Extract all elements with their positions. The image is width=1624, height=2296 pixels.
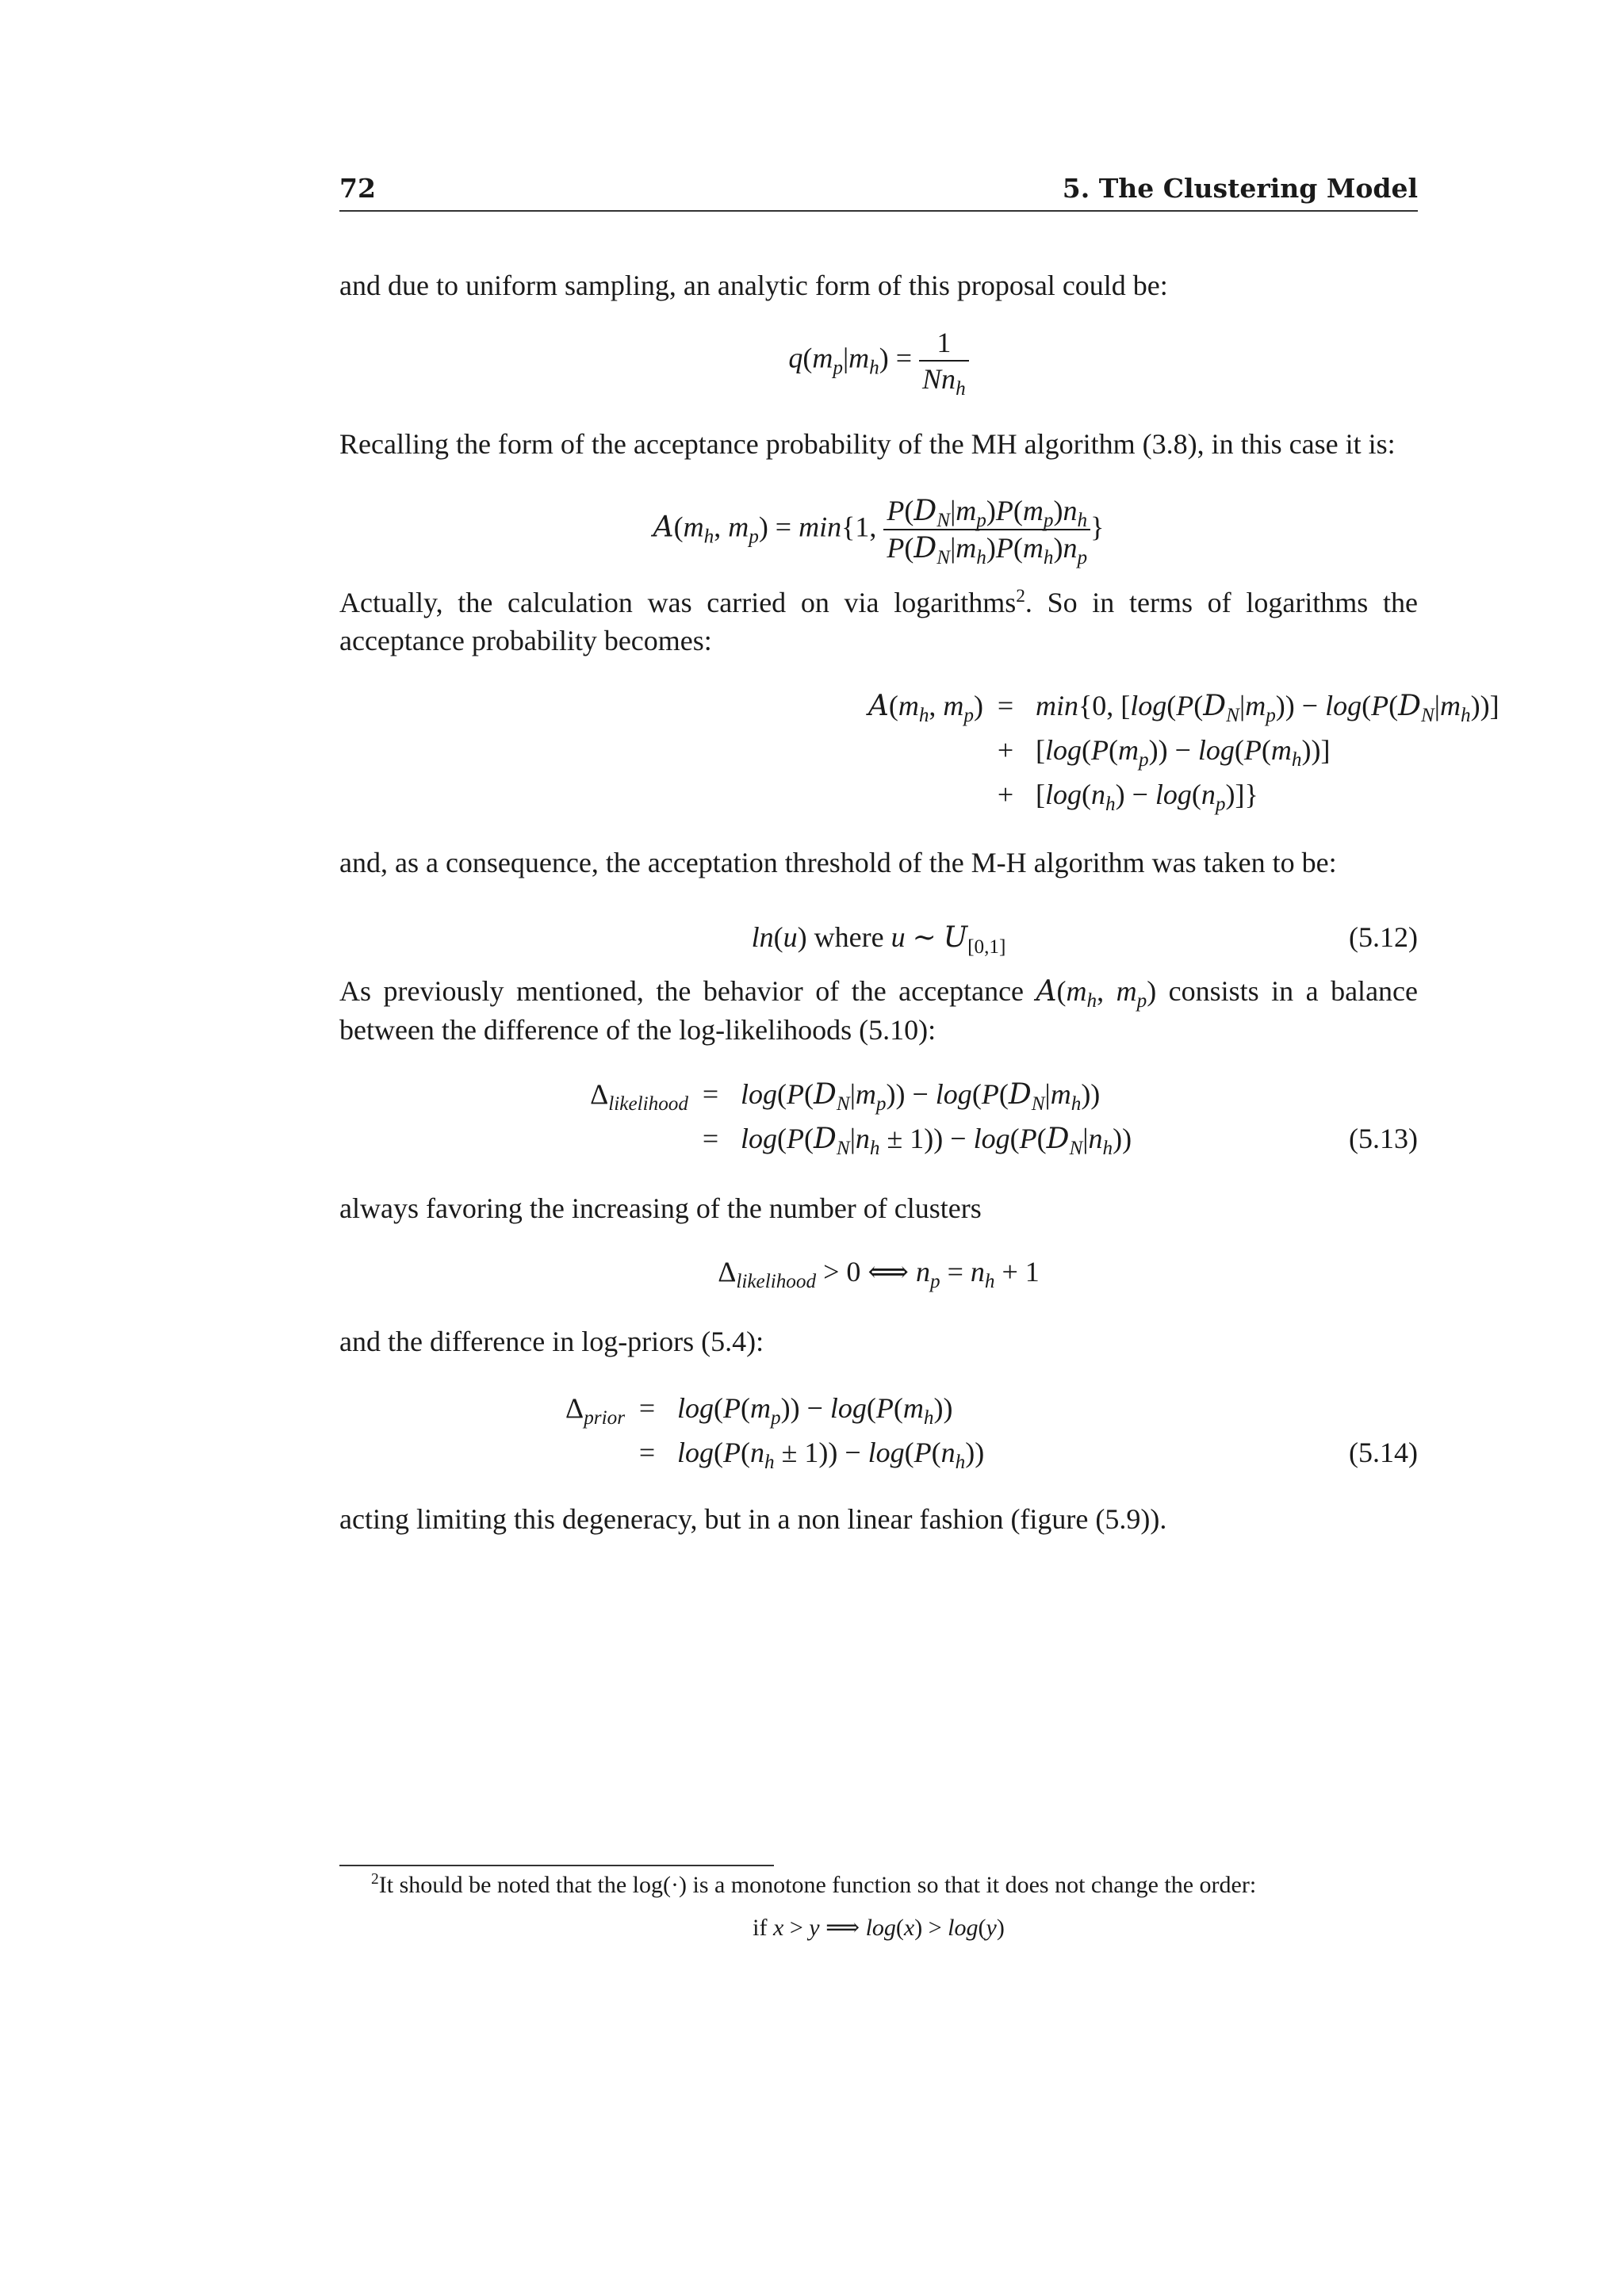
paragraph-7: and the difference in log-priors (5.4): — [339, 1326, 764, 1357]
paragraph-5-part-b: consists in a balance between the difference of the log-likelihoods (5.10): — [339, 975, 1418, 1046]
paragraph-5: As previously mentioned, the behavior of the acceptance $A(m_h$, $m_p$) consists in a balance between the difference of the log-likelihoods (5.10): — [339, 975, 1418, 1046]
paragraph-2: Recalling the form of the acceptance probability of the MH algorithm (3.8), in this case it is: — [339, 428, 1396, 460]
footnote-marker: 2 — [1016, 586, 1025, 607]
page-number: 72 — [339, 173, 376, 204]
paragraph-6: always favoring the increasing of the number of clusters — [339, 1192, 982, 1224]
paragraph-3 — [339, 584, 1418, 660]
footnote-rule — [339, 1865, 774, 1866]
equation-proposal: $q(m_p|m_h)$ = $\frac{1}{Nn_h}$ — [339, 325, 1418, 396]
paragraph-3-part-a: Actually, the calculation was carried on via logarithms — [339, 587, 1017, 618]
paragraph-5-part-a: As previously mentioned, the behavior of the acceptance — [339, 975, 1036, 1007]
equation-number-5-14: (5.14) — [1349, 1437, 1418, 1468]
equation-likelihood-implication: $\Delta_{likelihood} > 0$ ⟺ $n_p = n_h + 1$ — [718, 1256, 1040, 1293]
header-rule — [339, 210, 1418, 212]
paragraph-4: and, as a consequence, the acceptation threshold of the M-H algorithm was taken to be: — [339, 847, 1337, 878]
paragraph-8: acting limiting this degeneracy, but in a non linear fashion (figure (5.9)). — [339, 1503, 1167, 1535]
where-word: where — [814, 921, 884, 953]
footnote — [339, 1869, 1418, 1944]
footnote-line-2: if x > y ⟹ log(x) > log(y) — [753, 1915, 1005, 1941]
paper-page: 72 5. The Clustering Model and due to uniform sampling, an analytic form of this proposal could be: $q(m_p|m_h)$ = $\frac{1}{Nn_h}$ Recalling the form of the acceptance probability of the MH algorithm (3.8), in this case it is: $A(m_h$, $m_p) = \min\{1$, $\frac{P(D_N|m_p)P(m_p)n_h}{P(D_N|m_h)P(m_h)n_p}$ } Actually, the calculation was carried on via logarithms$^2$. So in terms of logarithms the acceptance probability becomes: $A(m_h$, $m_p$) = min{0, $[\log(P(D_N|m_p)) - \log(P(D_N|m_h))]$ + $[\log(P(m_p)) - \log(P(m_h))]$ + $[\log(n_h) - \log(n_p)]$} and, as a consequence, the acceptation threshold of the M-H algorithm was taken to be: ln(u) where u ∼ $U_{[0,1]}$ (5.12) As previously mentioned, the behavior of the acceptance $A(m_h$, $m_p$) consists in a balance between the difference of the log-likelihoods (5.10): $\Delta_{likelihood}$ = $\log(P(D_N|m_p)) - \log(P(D_N|m_h))$ = $\log(P(D_N|n_h \pm 1)) - \log(P(D_N|n_h))$ (5.13) always favoring the increasing of the number of clusters $\Delta_{likelihood} > 0$ ⟺ $n_p = n_h + 1$ and the difference in log-priors (5.4): $\Delta_{prior}$ = $\log(P(m_p)) - \log(P(m_h))$ = $\log(P(n_h \pm 1)) - \log(P(n_h))$ (5.14) acting limiting this degeneracy, but in a non linear fashion (figure (5.9)). $^2$It should be noted that the log(·) is a monotone function so that it does not change the order: if x > y ⟹ log(x) > log(y) — [339, 0, 1418, 2296]
equation-acceptance: $A(m_h$, $m_p) = \min\{1$, $\frac{P(D_N|m_p)P(m_p)n_h}{P(D_N|m_h)P(m_h)n_p}$ } — [653, 495, 1105, 569]
footnote-line-1 — [339, 1869, 1418, 1901]
equation-number-5-12: (5.12) — [1349, 921, 1418, 953]
equation-threshold: ln(u) where u ∼ $U_{[0,1]}$ — [751, 921, 1006, 959]
footnote-text: It should be noted that the log(·) is a monotone function so that it does not change the order: — [378, 1872, 1257, 1898]
footnote-if: if — [753, 1915, 768, 1941]
equation-number-5-13: (5.13) — [1349, 1123, 1418, 1154]
running-header — [339, 173, 1418, 211]
chapter-title: 5. The Clustering Model — [1062, 173, 1418, 204]
paragraph-3-part-b: . So in terms of logarithms the acceptance probability becomes: — [339, 587, 1418, 656]
paragraph-1: and due to uniform sampling, an analytic form of this proposal could be: — [339, 270, 1168, 301]
footnote-number: 2 — [371, 1871, 379, 1888]
